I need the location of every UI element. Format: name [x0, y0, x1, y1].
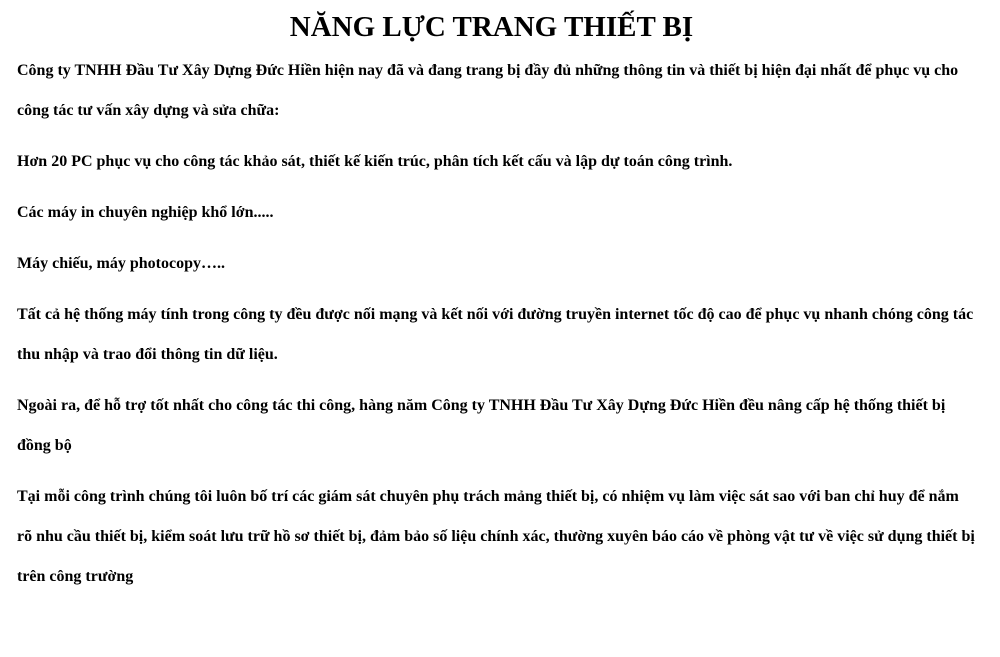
paragraph-intro: Công ty TNHH Đầu Tư Xây Dựng Đức Hiền hiện nay đã và đang trang bị đầy đủ những thông tin và thiết bị hiện đại nhất để phục vụ cho công tác tư vấn xây dựng và sửa chữa: [17, 62, 959, 119]
paragraph-printers: Các máy in chuyên nghiệp khổ lớn..... [17, 204, 274, 221]
document-body [17, 51, 977, 608]
paragraph-projectors: Máy chiếu, máy photocopy….. [17, 255, 225, 272]
paragraph-pc: Hơn 20 PC phục vụ cho công tác khảo sát, thiết kế kiến trúc, phân tích kết cấu và lập dự toán công trình. [17, 153, 733, 170]
paragraph-network: Tất cả hệ thống máy tính trong công ty đều được nối mạng và kết nối với đường truyền internet tốc độ cao để phục vụ nhanh chóng công tác thu nhập và trao đổi thông tin dữ liệu. [17, 306, 974, 363]
paragraph-supervision: Tại mỗi công trình chúng tôi luôn bố trí các giám sát chuyên phụ trách mảng thiết bị, có nhiệm vụ làm việc sát sao với ban chỉ huy để nắm rõ nhu cầu thiết bị, kiểm soát lưu trữ hồ sơ thiết bị, đảm bảo số liệu chính xác, thường xuyên báo cáo về phòng vật tư về việc sử dụng thiết bị trên công trường [17, 488, 975, 585]
page-title: NĂNG LỰC TRANG THIẾT BỊ [289, 11, 694, 43]
paragraph-upgrade: Ngoài ra, để hỗ trợ tốt nhất cho công tác thi công, hàng năm Công ty TNHH Đầu Tư Xây Dựng Đức Hiền đều nâng cấp hệ thống thiết bị đồng bộ [17, 397, 946, 454]
